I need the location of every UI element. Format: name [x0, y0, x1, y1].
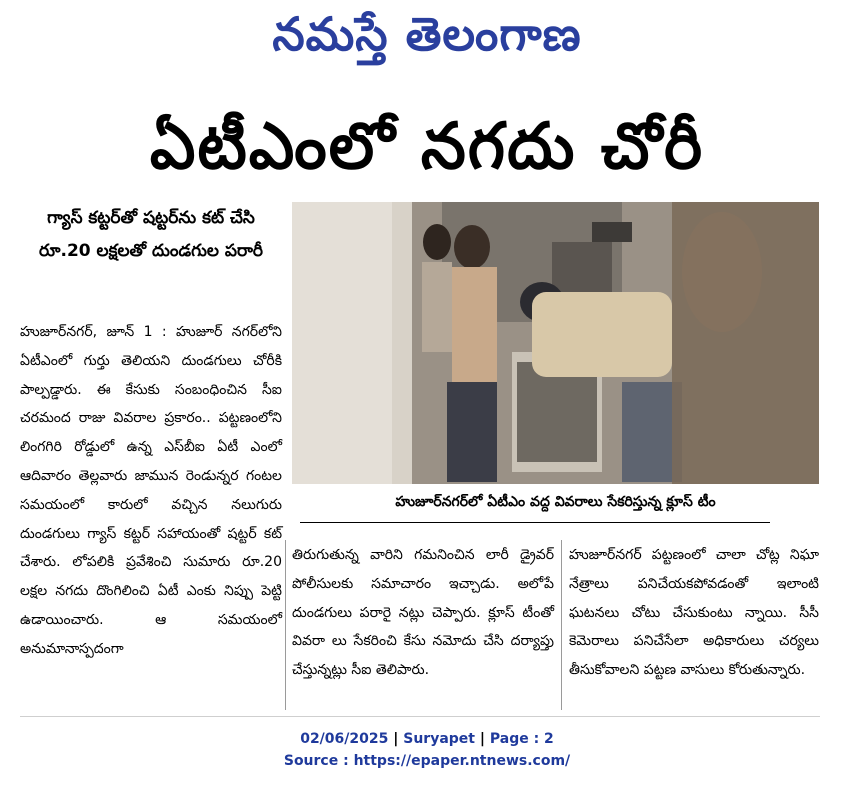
column-divider: [561, 540, 562, 710]
article-column-2: తిరుగుతున్న వారిని గమనించిన లారీ డ్రైవర్ పోలీసులకు సమాచారం ఇచ్చాడు. అలోపే దుండగులు పరారై నట్లు చెప్పారు. క్లూస్ టీంతో వివరా లు సేకరించి కేసు నమోదు చేసి దర్యాప్తు చేస్తున్నట్లు సీఐ తెలిపారు.: [292, 547, 554, 679]
footer-source-line: [0, 750, 854, 772]
footer-source-link[interactable]: https://epaper.ntnews.com/: [353, 753, 571, 769]
footer: [0, 728, 854, 772]
masthead-logo: నమస్తే తెలంగాణ: [272, 7, 582, 61]
article-column-3: హుజూర్‌నగర్ పట్టణంలో చాలా చోట్ల నిఘా నేత్రాలు పనిచేయకపోవడంతో ఇలాంటి ఘటనలు చోటు చేసుకుంటు న్నాయి. సీసీ కెమెరాలు పనిచేసేలా అధికారులు చర్యలు తీసుకోవాలని పట్టణ వాసులు కోరుతున్నారు.: [569, 547, 819, 679]
footer-source-label: Source :: [283, 753, 354, 769]
footer-separator: |: [393, 731, 404, 747]
footer-page: Page : 2: [489, 731, 554, 747]
headline: ఏటీఎంలో నగదు చోరీ: [149, 110, 705, 184]
subhead: గ్యాస్ కట్టర్‌తో షట్టర్‌ను కట్ చేసి రూ.20 లక్షలతో దుండగుల పరారీ: [39, 208, 263, 261]
footer-divider: [20, 716, 820, 717]
column-divider: [285, 540, 286, 710]
article-column-1: హుజూర్‌నగర్, జూన్ 1 : హుజూర్ నగర్‌లోని ఏటీఎంలో గుర్తు తెలియని దుండగులు చోరీకి పాల్పడ్డారు. ఈ కేసుకు సంబంధించిన సీఐ చరమంద రాజు వివరాల ప్రకారం.. పట్టణంలోని లింగగిరి రోడ్డులో ఉన్న ఎస్‌బీఐ ఏటీ ఎంలో ఆదివారం తెల్లవారు జామున రెండున్నర గంటల సమయంలో కారులో వచ్చిన నలుగురు దుండగులు గ్యాస్ కట్టర్ సహాయంతో షట్టర్ కట్ చేశారు. లోపలికి ప్రవేశించి సుమారు రూ.20 లక్షల నగదు దొంగిలించి ఏటీ ఎంకు నిప్పు పెట్టి ఉడాయించారు. ఆ సమయంలో అనుమానాస్పదంగా: [20, 324, 282, 657]
footer-edition-line: [0, 728, 854, 750]
caption-divider: [300, 522, 770, 523]
footer-separator: |: [479, 731, 490, 747]
footer-edition: Suryapet: [403, 731, 475, 747]
photo-caption: హుజూర్‌నగర్‌లో ఏటీఎం వద్ద వివరాలు సేకరిస్తున్న క్లూస్ టీం: [395, 494, 716, 510]
footer-date: 02/06/2025: [300, 731, 389, 747]
atm-photo: [292, 202, 819, 484]
